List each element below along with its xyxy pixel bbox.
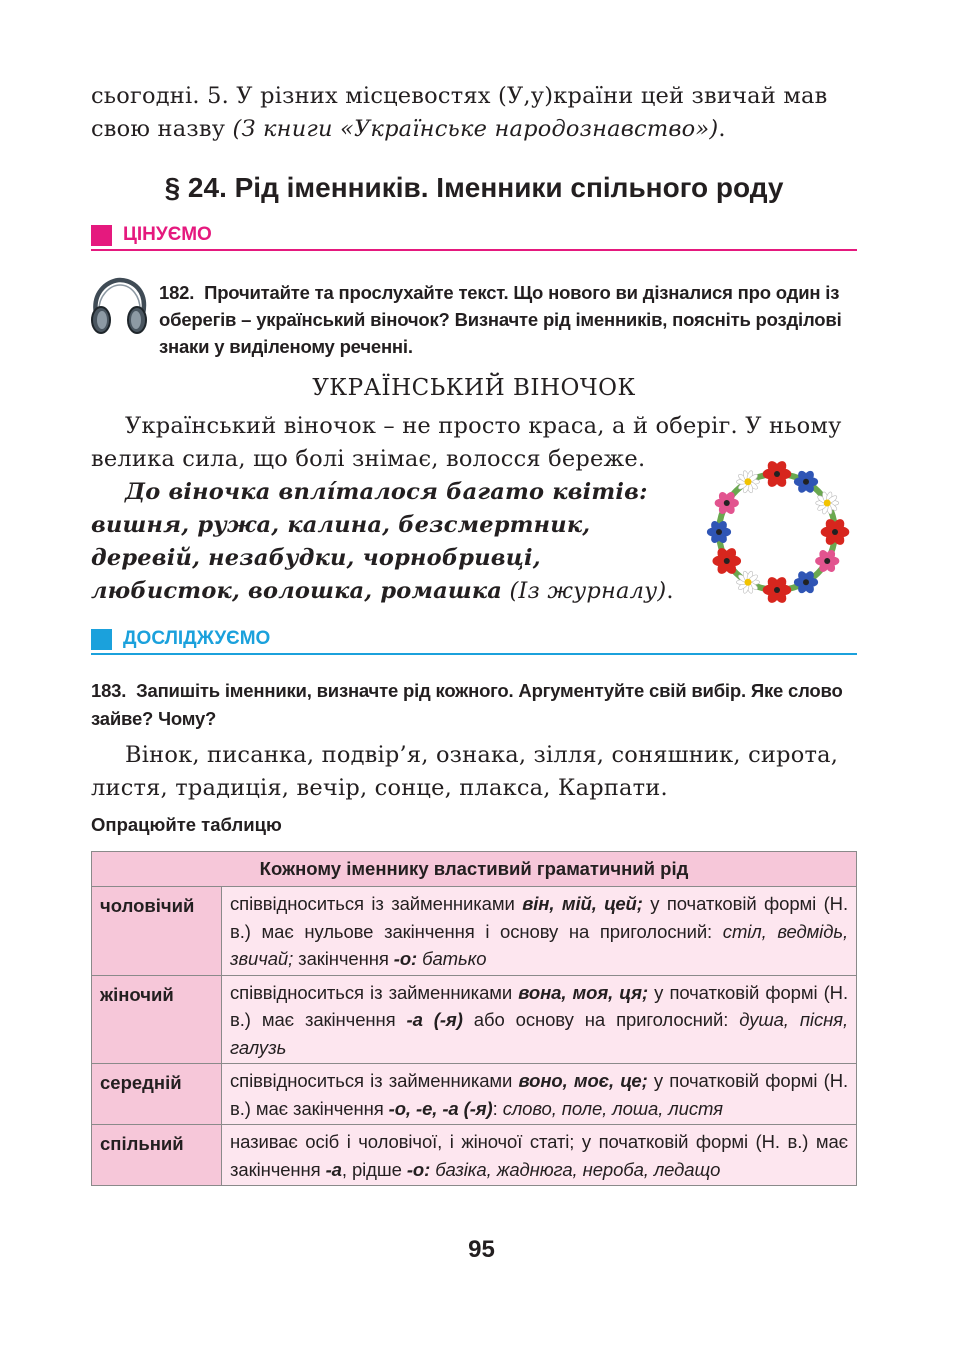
wreath-flower (763, 575, 792, 605)
task-182-text: Прочитайте та прослухайте текст. Що нового ви дізналися про один із оберегів – український віночок? Визначте рід іменників, поясніть розділові знаки у виділеному реченні. (159, 282, 842, 357)
poem-paragraph-1: Український віночок – не просто краса, а й оберіг. У ньому велика сила, що болі знімає, волосся береже. (91, 413, 842, 472)
rubric-label: ДОСЛІДЖУЄМО (123, 628, 271, 649)
table-row (92, 1125, 857, 1186)
wreath-flower (763, 459, 792, 489)
rubric-square (91, 629, 112, 650)
rubric-value (91, 222, 857, 248)
table-caption: Опрацюйте таблицю (91, 814, 282, 835)
task-183 (91, 677, 861, 733)
task-182 (159, 279, 859, 360)
rubric-rule (91, 653, 857, 655)
rubric-explore (91, 626, 857, 652)
gender-cell: чоловічий (92, 887, 222, 976)
flower-wreath-image (693, 448, 861, 616)
poem-paragraph-2: До віночка вплíталося багато квітів: вишня, ружа, калина, безсмертник, деревій, незабудки, чорнобривці, любисток, волошка, ромашка (Із журналу). (91, 479, 674, 604)
rubric-square (91, 225, 112, 246)
gender-cell: середній (92, 1064, 222, 1125)
description-cell: називає осіб і чоловічої, і жіночої статі; у початковій формі (Н. в.) має закінчення -а, рідше -о: базіка, жаднюга, нероба, ледащо (222, 1125, 857, 1186)
description-cell: співвідноситься із займенниками він, мій, цей; у початковій формі (Н. в.) має нульове закінчення і основу на приголосний: стіл, ведмідь, звичай; закінчення -о: батько (222, 887, 857, 976)
table-row (92, 975, 857, 1064)
poem-source: (Із журналу) (502, 578, 667, 604)
intro-line-1: сьогодні. 5. У різних місцевостях (У,у)країни цей звичай мав (91, 83, 828, 109)
intro-line-2: свою назву (З книги «Українське народознавство»). (91, 116, 726, 142)
task-182-number: 182. (159, 282, 195, 303)
highlighted-sentence: До віночка вплíталося багато квітів: вишня, ружа, калина, безсмертник, деревій, незабудки, чорнобривці, любисток, волошка, ромашка (91, 479, 648, 604)
table-header-row (92, 852, 857, 887)
intro-source: (З книги «Українське народознавство») (232, 116, 719, 142)
table-header: Кожному іменнику властивий граматичний рід (92, 852, 857, 887)
rubric-rule (91, 249, 857, 251)
rubric-label: ЦІНУЄМО (123, 224, 212, 245)
task-183-text: Запишіть іменники, визначте рід кожного. Аргументуйте свій вибір. Яке слово зайве? Чому? (91, 680, 843, 729)
table-row (92, 1064, 857, 1125)
intro-paragraph (91, 80, 857, 146)
description-cell: співвідноситься із займенниками воно, моє, це; у початковій формі (Н. в.) має закінчення -о, -е, -а (-я): слово, поле, лоша, листя (222, 1064, 857, 1125)
headphones-icon (88, 276, 150, 336)
description-cell: співвідноситься із займенниками вона, моя, ця; у початковій формі (Н. в.) має закінчення -а (-я) або основу на приголосний: душа, пісня, галузь (222, 975, 857, 1064)
page-number: 95 (468, 1236, 495, 1263)
gender-table (91, 851, 857, 1186)
section-title: § 24. Рід іменників. Іменники спільного роду (164, 172, 784, 203)
gender-cell: спільний (92, 1125, 222, 1186)
table-row (92, 887, 857, 976)
gender-cell: жіночий (92, 975, 222, 1064)
task-183-number: 183. (91, 680, 127, 701)
word-list: Вінок, писанка, подвір’я, ознака, зілля, соняшник, сирота, листя, традиція, вечір, сонце, плакса, Карпати. (91, 742, 839, 801)
poem-title: УКРАЇНСЬКИЙ ВІНОЧОК (312, 375, 636, 401)
